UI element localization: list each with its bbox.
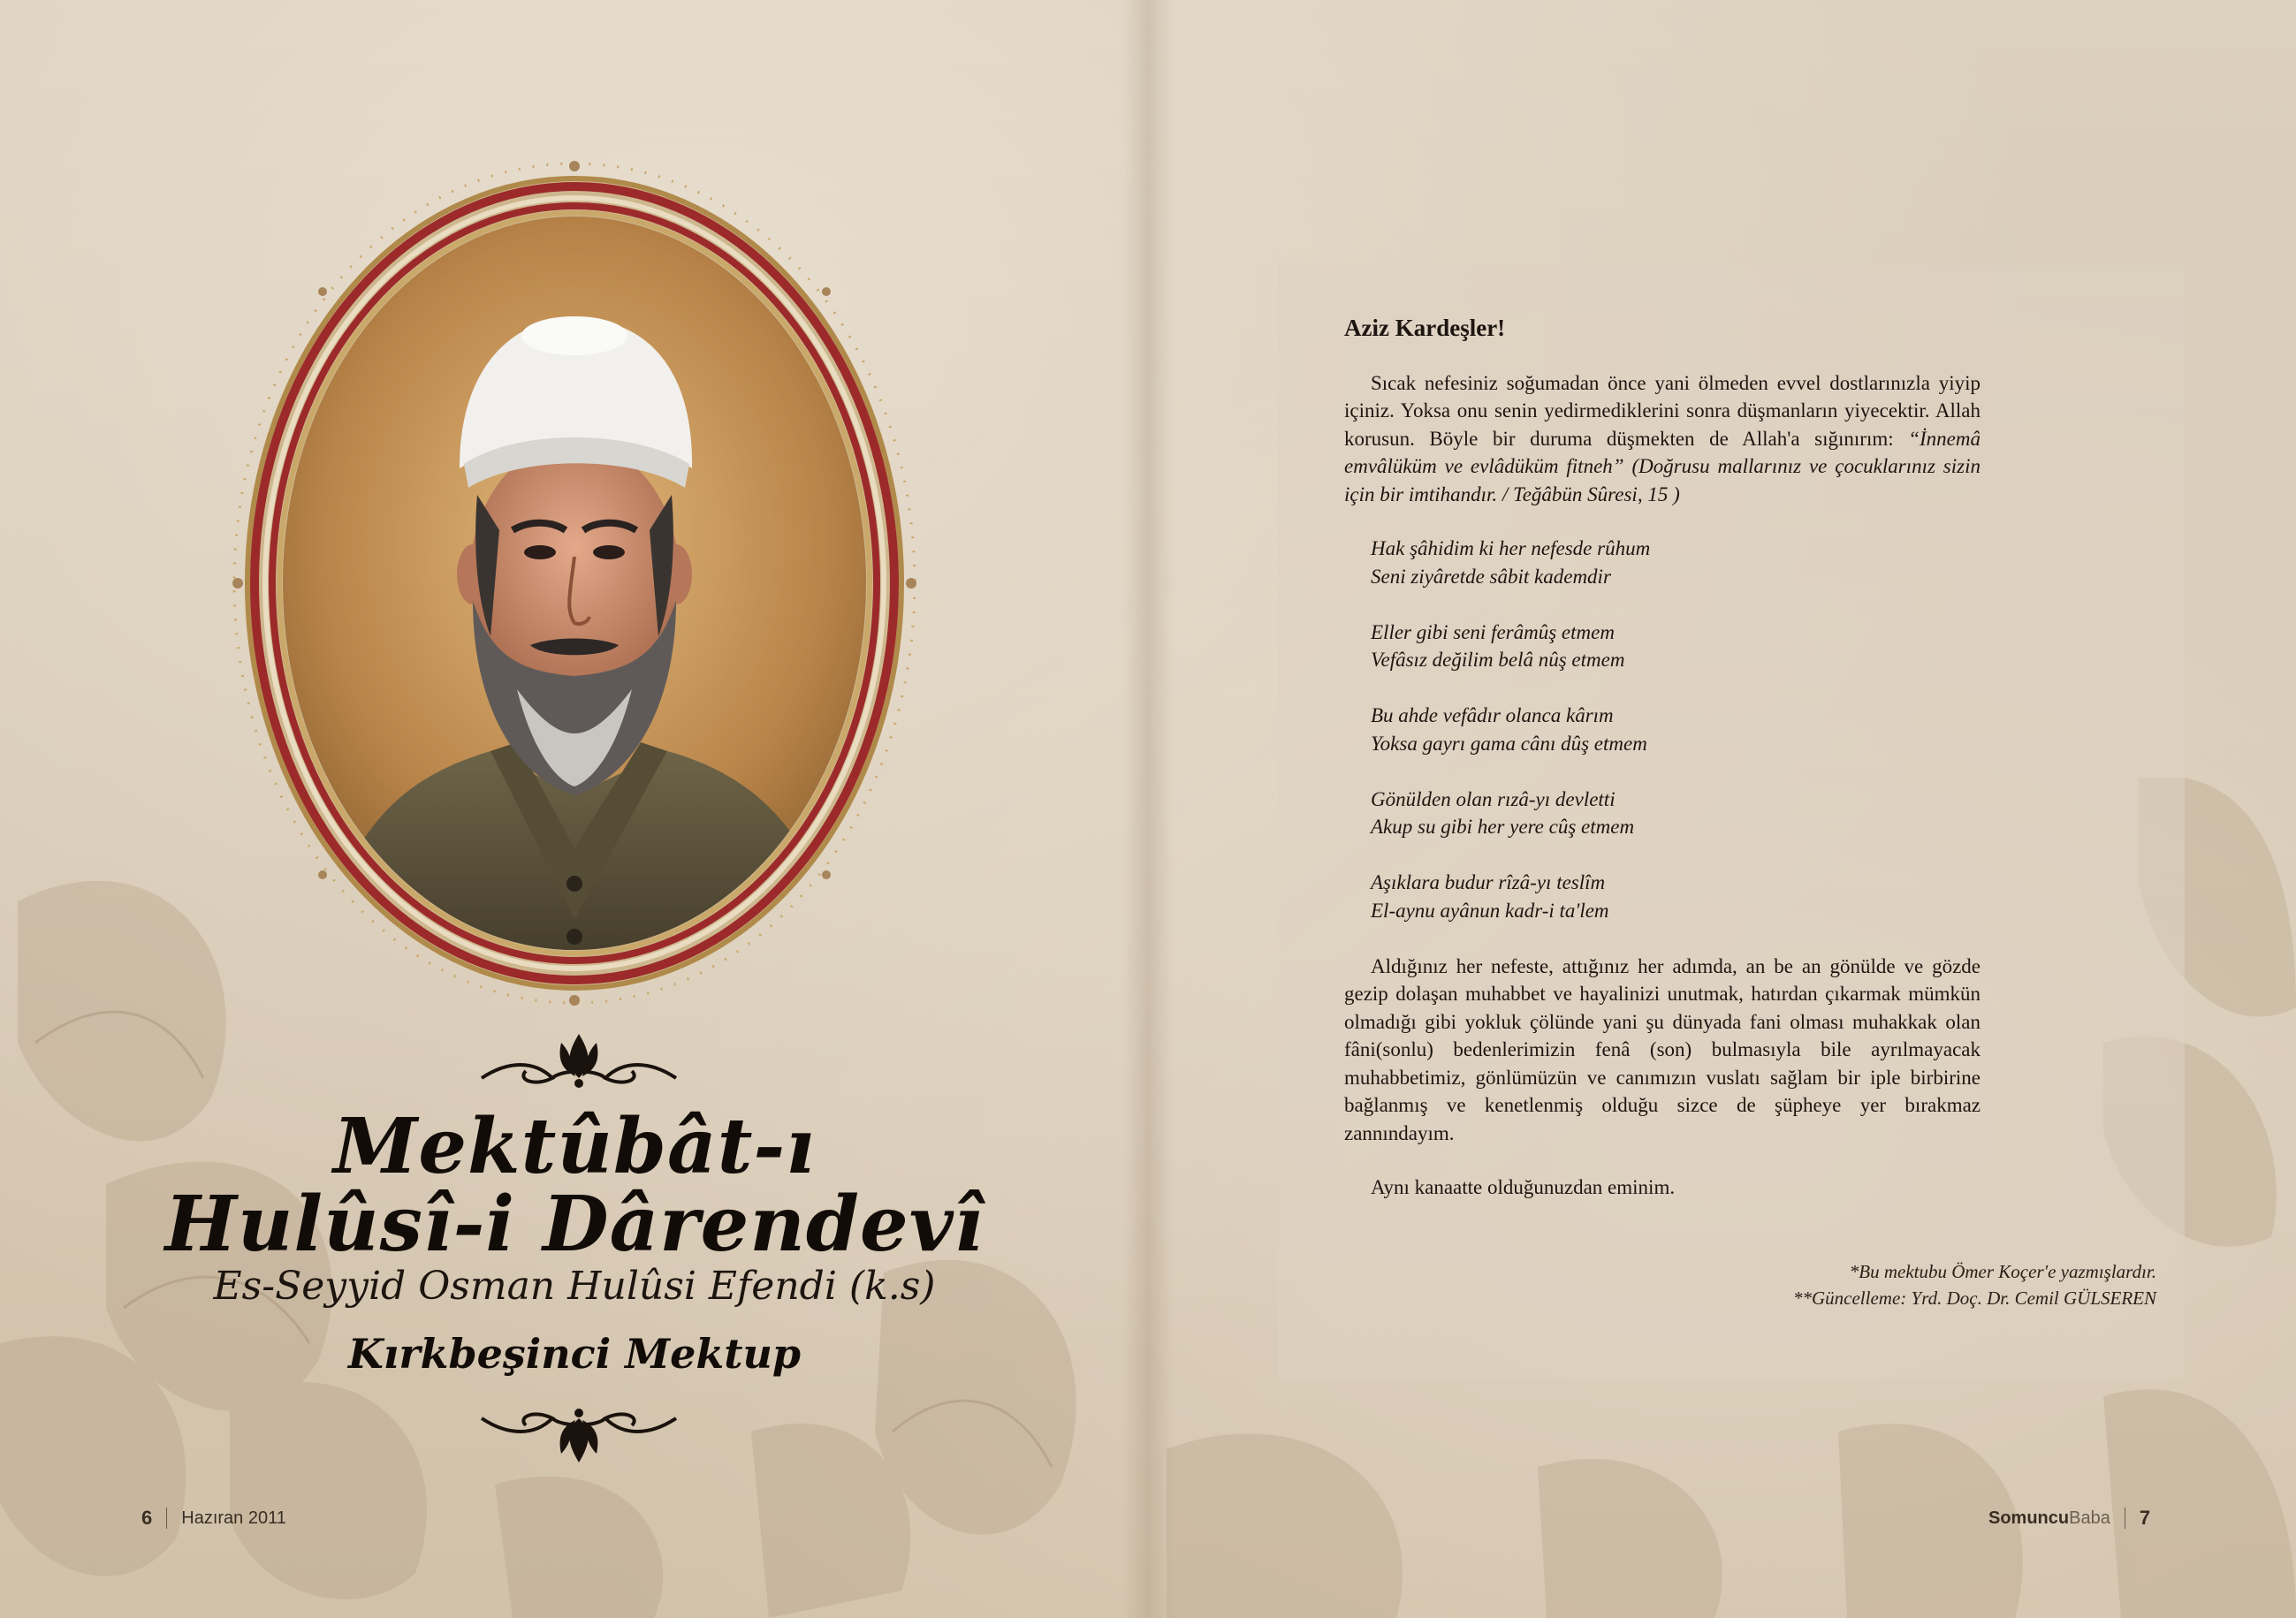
page-number-left: 6	[141, 1507, 153, 1529]
greeting: Aziz Kardeşler!	[1344, 315, 1506, 341]
verse-line: Vefâsız değilim belâ nûş etmem	[1371, 649, 1625, 671]
verse-line: Bu ahde vefâdır olanca kârım	[1371, 704, 1614, 726]
footnote-2: **Güncelleme: Yrd. Doç. Dr. Cemil GÜLSEREN	[1792, 1288, 2156, 1309]
verse-line: Eller gibi seni ferâmûş etmem	[1371, 620, 1615, 643]
verse-line: El-aynu ayânun kadr-i ta'lem	[1371, 899, 1609, 922]
verse-stanza	[1344, 535, 1980, 590]
verse-stanza	[1344, 869, 1980, 924]
verse-line: Aşıklara budur rîzâ-yı teslîm	[1371, 871, 1606, 893]
brand-part-1: Somuncu	[1988, 1508, 2070, 1528]
paragraph-3: Aynı kanaatte olduğunuzdan eminim.	[1371, 1176, 1676, 1198]
verse-line: Akup su gibi her yere cûş etmem	[1371, 816, 1635, 838]
title-line-2: Hulûsî-i Dârendevî	[164, 1180, 985, 1269]
portrait-frame	[225, 159, 924, 1007]
paragraph-2: Aldığınız her nefeste, attığınız her adımda, an be an gönülde ve gözde gezip dolaşan muhabbet ve hayalinizi unutmak, hatırdan çıkarmak mümkün olmadığı gibi yokluk çölünde yani şu dünyada fani olması muhakkak olan fâni(sonlu) bedenlerimizin fenâ (son) bulmasıyla bile ayrılmayacak muhabbetimiz, gönlümüzün ve canımızın vuslatı sağlam bir iple birbirine bağlanmış ve kenetlenmiş olduğu sizce de şüpheye yer bırakmaz zannındayım.	[1344, 954, 1980, 1144]
verse-line: Seni ziyâretde sâbit kademdir	[1371, 565, 1611, 588]
top-flourish-ornament	[473, 1025, 685, 1096]
letter-body	[1344, 315, 1980, 1202]
paragraph-1-plain: Sıcak nefesiniz soğumadan önce yani ölmeden evvel dostlarınızla yiyip içiniz. Yoksa onu senin yedirmediklerini sonra düşmanların yiyecektir. Allah korusun. Böyle bir duruma düşmekten de Allah'a sığınırım:	[1344, 371, 1980, 450]
title-line-1: Mektûbât-ı	[333, 1102, 816, 1191]
bottom-flourish-ornament	[473, 1401, 685, 1471]
portrait-image	[225, 159, 924, 1007]
verse-line: Gönülden olan rızâ-yı devletti	[1371, 787, 1616, 810]
left-page-footer	[141, 1507, 286, 1530]
verse-line: Hak şâhidim ki her nefesde rûhum	[1371, 537, 1651, 559]
issue-date: Hazıran 2011	[181, 1508, 286, 1528]
subtitle-author: Es-Seyyid Osman Hulûsi Efendi (k.s)	[213, 1264, 936, 1309]
magazine-brand	[1988, 1508, 2110, 1529]
verse-stanza	[1344, 619, 1980, 674]
brand-part-2: Baba	[2069, 1508, 2110, 1528]
verse-stanza	[1344, 702, 1980, 757]
page-number-right: 7	[2139, 1507, 2151, 1529]
paragraph-1-italic: “İnnemâ emvâlüküm ve evlâdüküm fitneh” (Doğrusu mallarınız ve çocuklarınız sizin için bir imtihandır. / Teğâbün Sûresi, 15 )	[1344, 427, 1980, 505]
footnote-1: *Bu mektubu Ömer Koçer'e yazmışlardır.	[1849, 1261, 2156, 1282]
letter-number-heading: Kırkbeşinci Mektup	[347, 1330, 802, 1378]
right-page-footer	[1988, 1507, 2150, 1530]
footnotes	[1679, 1258, 2156, 1311]
footer-divider	[166, 1508, 167, 1529]
verse-line: Yoksa gayrı gama cânı dûş etmem	[1371, 732, 1647, 755]
verse-stanza	[1344, 786, 1980, 841]
paragraph-1	[1344, 369, 1980, 509]
